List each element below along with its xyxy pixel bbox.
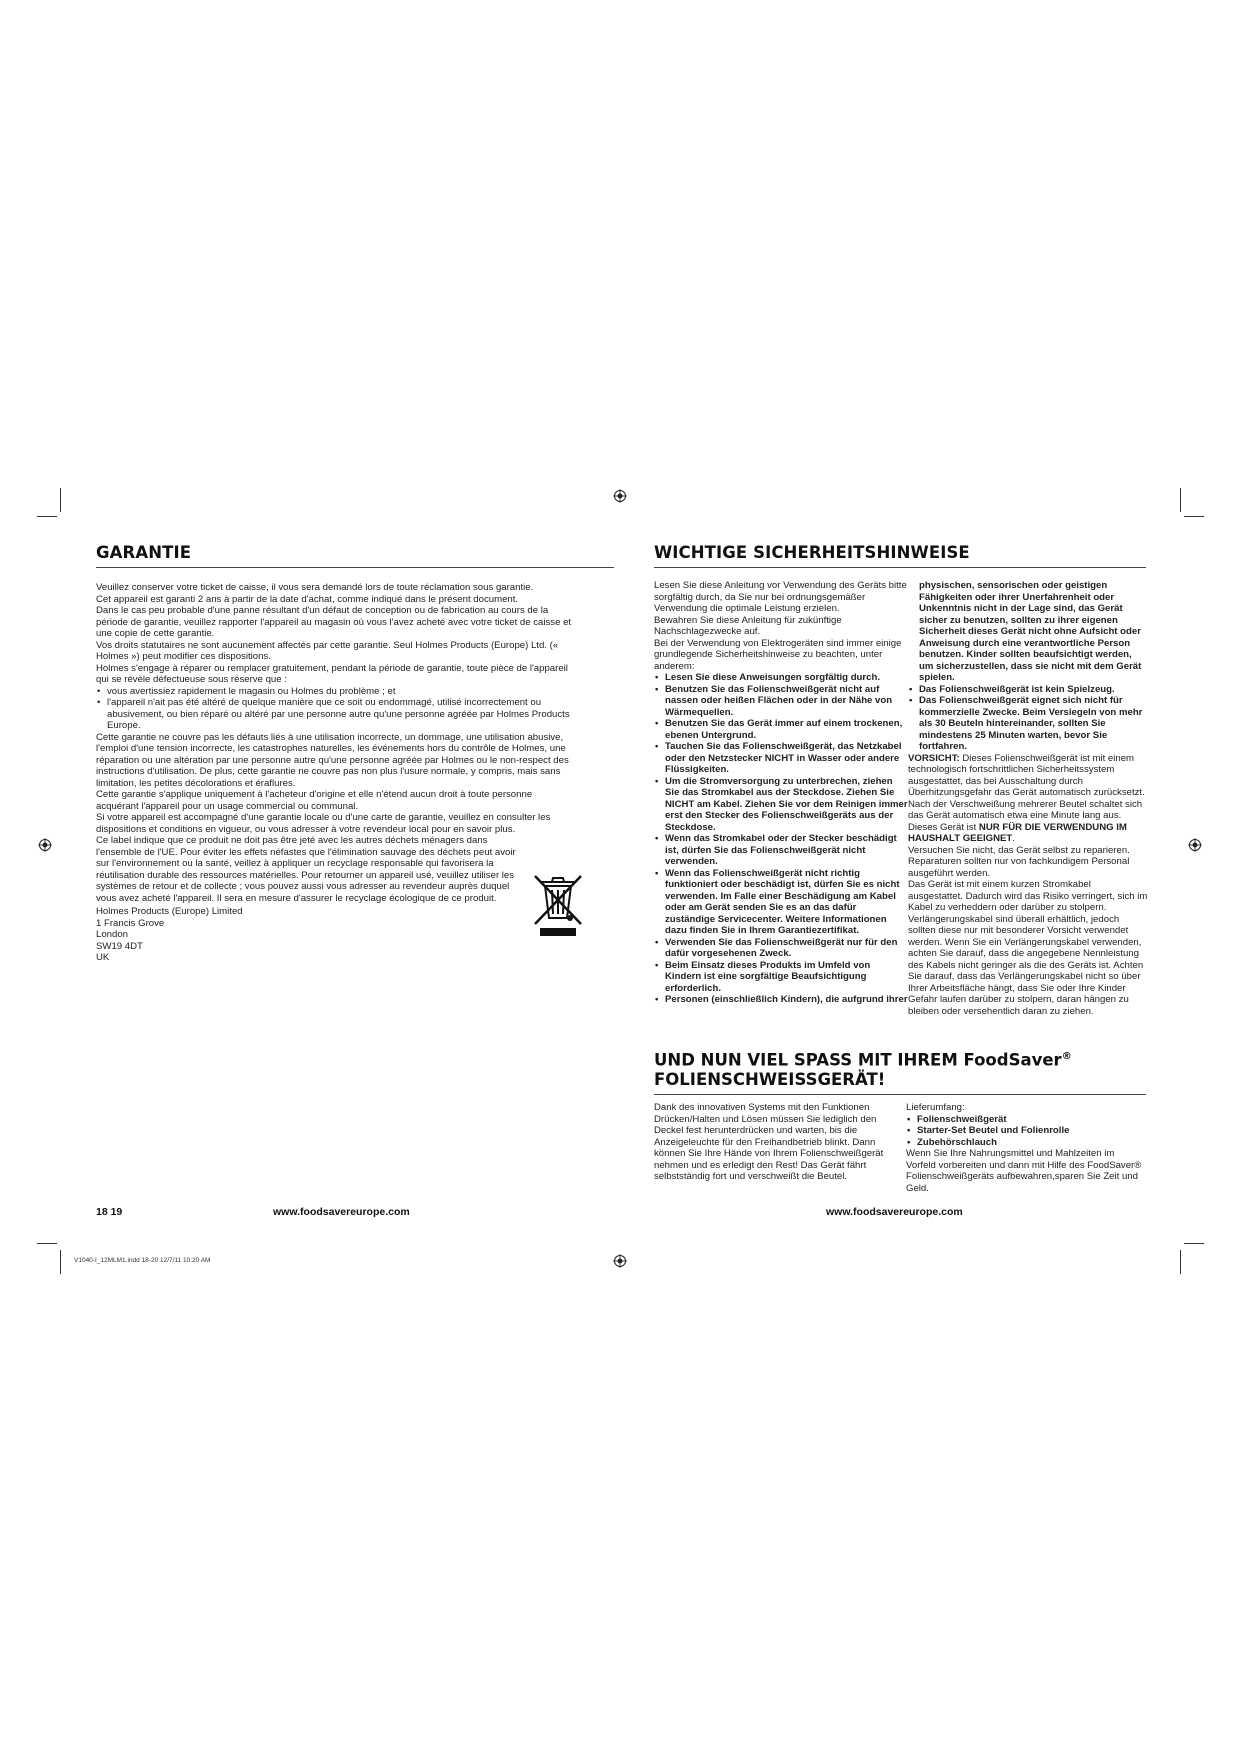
list-item: • Das Folienschweißgerät ist kein Spielzeug. <box>908 684 1148 696</box>
paragraph: Dank des innovativen Systems mit den Funktionen Drücken/Halten und Lösen müssen Sie lediglich den Deckel fest herunterdrücken und warten, bis die Anzeigeleuchte für den Freihandbetrieb blinkt. Dann können Sie Ihre Hände von Ihrem Folienschweißgerät nehmen und es erledigt den Rest! Das Gerät fährt selbstständig fort und verschweißt die Beutel. <box>654 1102 884 1182</box>
weee-bin-icon <box>530 868 586 938</box>
list-item: • Folienschweißgerät <box>906 1114 1146 1126</box>
address-line: Holmes Products (Europe) Limited <box>96 906 243 917</box>
registration-mark-icon <box>1188 838 1202 852</box>
list-item: • Beim Einsatz dieses Produkts im Umfeld von Kindern ist eine sorgfältige Beaufsichtigung erforderlich. <box>654 960 909 995</box>
paragraph: Holmes s'engage à réparer ou remplacer gratuitement, pendant la période de garantie, toute pièce de l'appareil qui se révèle défectueuse sous réserve que : <box>96 662 568 685</box>
registration-mark-icon <box>38 838 52 852</box>
crop-mark <box>1180 488 1181 512</box>
vorsicht-label: VORSICHT: <box>908 752 960 764</box>
paragraph: Wenn Sie Ihre Nahrungsmittel und Mahlzeiten im Vorfeld vorbereiten und dann mit Hilfe des FoodSaver® Folienschweißgeräts aufbewahren,sparen Sie Zeit und Geld. <box>906 1148 1142 1194</box>
title-line-2: FOLIENSCHWEISSGERÄT! <box>654 1069 886 1089</box>
crop-mark <box>1184 516 1204 517</box>
registered-mark: ® <box>1061 1051 1072 1062</box>
lieferumfang-list <box>906 1114 1146 1149</box>
crop-mark <box>37 516 57 517</box>
registration-mark-icon <box>613 489 627 503</box>
address-line: London <box>96 929 129 940</box>
lieferumfang-label: Lieferumfang: <box>906 1102 965 1113</box>
list-item: • Das Folienschweißgerät eignet sich nicht für kommerzielle Zwecke. Beim Versiegeln von mehr als 30 Beuteln hintereinander, sollten Sie mindestens 25 Minuten warten, bevor Sie fortfahren. <box>908 695 1148 753</box>
haushalt-pre: Dieses Gerät ist <box>908 821 979 833</box>
registration-mark-icon <box>613 1254 627 1268</box>
list-item: • Tauchen Sie das Folienschweißgerät, das Netzkabel oder den Netzstecker NICHT in Wasser oder andere Flüssigkeiten. <box>654 741 909 776</box>
list-item: • Wenn das Stromkabel oder der Stecker beschädigt ist, dürfen Sie das Folienschweißgerät nicht verwenden. <box>654 833 909 868</box>
safety-list <box>654 672 909 1006</box>
paragraph: Vos droits statutaires ne sont aucunement affectés par cette garantie. Seul Holmes Products (Europe) Ltd. (« Holmes ») peut modifier ces dispositions. <box>96 639 559 662</box>
crop-mark <box>37 1243 57 1244</box>
list-item: • l'appareil n'ait pas été altéré de quelque manière que ce soit ou endommagé, utilisé incorrectement ou abusivement, ou bien réparé ou altéré par une personne autre qu'une personne agréée par Holmes Products Europe. <box>96 697 576 732</box>
crop-mark <box>1184 1243 1204 1244</box>
haushalt-bold: NUR FÜR DIE VERWENDUNG IM HAUSHALT GEEIGNET <box>908 821 1127 844</box>
title-rule <box>654 1094 1146 1095</box>
paragraph: Versuchen Sie nicht, das Gerät selbst zu reparieren. Reparaturen sollten nur von fachkundigem Personal ausgeführt werden. <box>908 844 1130 879</box>
bottom-column-1 <box>654 1102 892 1183</box>
paragraph: physischen, sensorischen oder geistigen Fähigkeiten oder ihrer Unerfahrenheit oder Unkenntnis nicht in der Lage sind, das Gerät sicher zu benutzen, sollten zu ihrer eigenen Sicherheit dieses Gerät nicht ohne Aufsicht oder Anweisung durch eine verantwortliche Person benutzen. Kinder sollten beaufsichtigt werden, um sicherzustellen, dass sie nicht mit dem Gerät spielen. <box>919 580 1142 683</box>
list-item: • Verwenden Sie das Folienschweißgerät nur für den dafür vorgesehenen Zweck. <box>654 937 909 960</box>
paragraph: Cette garantie ne couvre pas les défauts liés à une utilisation incorrecte, un dommage, une utilisation abusive, l'emploi d'une tension incorrecte, les catastrophes naturelles, les événements hors du contrôle de Holmes, une réparation ou une altération par une personne autre qu'une personne agréée par Holmes ou le non-respect des instructions d'utilisation. De plus, cette garantie ne couvre pas non plus l'usure normale, y compris, mais sans limitation, les petites décolorations et éraflures. <box>96 731 569 789</box>
haushalt-post: . <box>1012 833 1015 844</box>
weee-paragraph: Ce label indique que ce produit ne doit pas être jeté avec les autres déchets ménagers dans l'ensemble de l'UE. Pour éviter les effets néfastes que l'élimination sauvage des déchets peut avoir sur l'environnement ou la santé, veillez à appliquer un recyclage responsable qui favorisera la réutilisation durable des ressources matérielles. Pour retourner un appareil usé, veuillez utiliser les systèmes de retour et de collecte ; vous pouvez aussi vous adresser au revendeur auprès duquel vous avez acheté l'appareil. Il sera en mesure d'assurer le recyclage écologique de ce produit. <box>96 835 516 904</box>
list-item: • Um die Stromversorgung zu unterbrechen, ziehen Sie das Stromkabel aus der Steckdose. Ziehen Sie NICHT am Kabel. Ziehen Sie vor dem Reinigen immer erst den Stecker des Folienschweißgeräts aus der Steckdose. <box>654 776 909 834</box>
vorsicht-text: Dieses Folienschweißgerät ist mit einem technologisch fortschrittlichen Sicherheitssystem ausgestattet, das bei Ausschaltung durch Überhitzungsgefahr das Gerät automatisch zurücksetzt. Nach der Verschweißung mehrerer Beutel schaltet sich das Gerät automatisch etwa eine Minute lang aus. <box>908 752 1145 821</box>
paragraph: Bewahren Sie diese Anleitung für zukünftige Nachschlagezwecke auf. <box>654 614 842 637</box>
print-slug: V1040-I_12MLM1.indd 18-20 12/7/11 10:20 AM <box>74 1257 211 1264</box>
title-rule <box>654 567 1146 568</box>
list-item: • Benutzen Sie das Gerät immer auf einem trockenen, ebenen Untergrund. <box>654 718 909 741</box>
safety-list <box>908 684 1148 753</box>
address-line: UK <box>96 952 110 963</box>
haushalt-paragraph <box>908 822 1148 845</box>
title-rule <box>96 567 614 568</box>
list-item: • vous avertissiez rapidement le magasin ou Holmes du problème ; et <box>96 686 576 698</box>
safety-column-1 <box>654 580 909 1006</box>
condition-list <box>96 686 576 732</box>
crop-mark <box>60 1250 61 1274</box>
list-item: • Benutzen Sie das Folienschweißgerät nicht auf nassen oder heißen Flächen oder in der Nähe von Wärmequellen. <box>654 684 909 719</box>
paragraph: Dans le cas peu probable d'une panne résultant d'un défaut de conception ou de fabrication au cours de la période de garantie, veuillez rapporter l'appareil au magasin où vous l'avez acheté avec votre ticket de caisse et une copie de cette garantie. <box>96 605 572 639</box>
paragraph: Si votre appareil est accompagné d'une garantie locale ou d'une carte de garantie, veuillez en consulter les dispositions et conditions en vigueur, ou vous adresser à votre revendeur local pour en savoir plus. <box>96 812 551 835</box>
safety-column-2 <box>908 580 1148 1017</box>
bottom-column-2 <box>906 1102 1146 1194</box>
paragraph: Veuillez conserver votre ticket de caisse, il vous sera demandé lors de toute réclamation sous garantie. <box>96 582 534 593</box>
paragraph: Cette garantie s'applique uniquement à l'acheteur d'origine et elle n'étend aucun droit à toute personne acquérant l'appareil pour un usage commercial ou communal. <box>96 789 533 812</box>
list-item: • Lesen Sie diese Anweisungen sorgfältig durch. <box>654 672 909 684</box>
page-title-garantie: GARANTIE <box>96 543 192 562</box>
list-item: • Personen (einschließlich Kindern), die aufgrund ihrer <box>654 994 909 1006</box>
page-numbers: 18 19 <box>96 1206 123 1218</box>
footer-url-right: www.foodsavereurope.com <box>826 1206 963 1218</box>
crop-mark <box>1180 1250 1181 1274</box>
paragraph: Cet appareil est garanti 2 ans à partir de la date d'achat, comme indiqué dans le présent document. <box>96 593 519 605</box>
paragraph: Das Gerät ist mit einem kurzen Stromkabel ausgestattet. Dadurch wird das Risiko verringert, sich im Kabel zu verheddern oder darüber zu stolpern. Verlängerungskabel sind überall erhältlich, jedoch sollten diese nur mit besonderer Vorsicht verwendet werden. Wenn Sie ein Verlängerungskabel verwenden, achten Sie darauf, dass die angegebene Nennleistung des Kabels nicht geringer als die des Geräts ist. Achten Sie darauf, dass das Verlängerungskabel nicht so über Ihrer Arbeitsfläche hängt, dass Sie oder Ihre Kinder Gefahr laufen darüber zu stolpern, daran hängen zu bleiben oder versehentlich daran zu ziehen. <box>908 879 1148 1017</box>
list-item: • Starter-Set Beutel und Folienrolle <box>906 1125 1146 1137</box>
address-line: 1 Francis Grove <box>96 917 165 929</box>
address-line: SW19 4DT <box>96 940 143 952</box>
crop-mark <box>60 488 61 512</box>
paragraph: Lesen Sie diese Anleitung vor Verwendung des Geräts bitte sorgfältig durch, da Sie nur bei ordnungsgemäßer Verwendung die optimale Leistung erzielen. <box>654 580 907 614</box>
footer-url-left: www.foodsavereurope.com <box>273 1206 410 1218</box>
page-title-sicherheitshinweise: WICHTIGE SICHERHEITSHINWEISE <box>654 543 970 562</box>
garantie-body <box>96 582 576 964</box>
title-line-1: UND NUN VIEL SPASS MIT IHREM FoodSaver <box>654 1050 1062 1070</box>
vorsicht-paragraph <box>908 753 1148 822</box>
list-item: • Zubehörschlauch <box>906 1137 1146 1149</box>
section-title-foodsaver <box>654 1047 1072 1089</box>
paragraph: Bei der Verwendung von Elektrogeräten sind immer einige grundlegende Sicherheitshinweise zu beachten, unter anderem: <box>654 637 902 672</box>
list-item: • Wenn das Folienschweißgerät nicht richtig funktioniert oder beschädigt ist, dürfen Sie es nicht verwenden. Im Falle einer Beschädigung am Kabel oder am Gerät senden Sie es an das dafür zuständige Servicecenter. Weitere Informationen dazu finden Sie in Ihrem Garantiezertifikat. <box>654 868 909 937</box>
